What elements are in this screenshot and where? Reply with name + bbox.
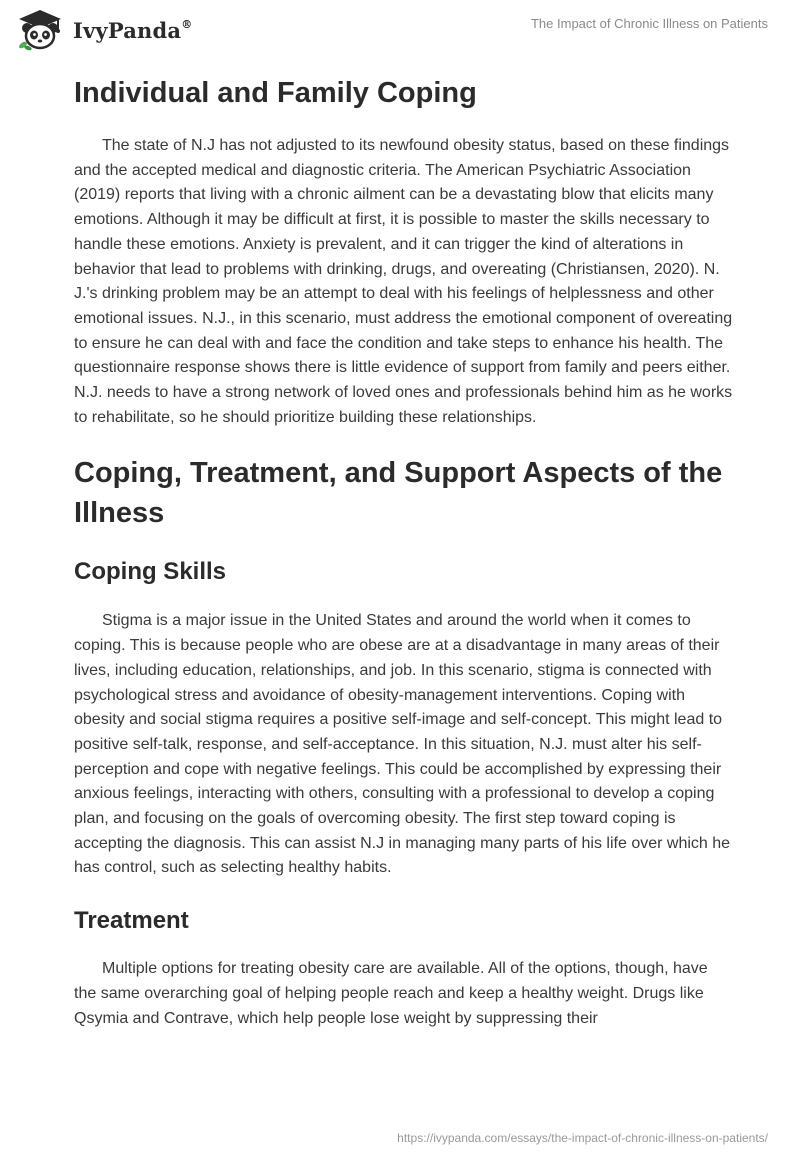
article-content: [74, 70, 734, 1031]
heading-coping-treatment-support: Coping, Treatment, and Support Aspects of the Illness: [74, 457, 723, 530]
paragraph-coping-skills: Stigma is a major issue in the United States and around the world when it comes to coping. This is because people who are obese are at a disadvantage in many areas of their lives, including education, relationships, and job. In this scenario, stigma is connected with psychological stress and avoidance of obesity-management interventions. Coping with obesity and social stigma requires a positive self-image and self-concept. This might lead to positive self-talk, response, and self-acceptance. In this situation, N.J. must alter his self-perception and cope with negative feelings. This could be accomplished by expressing their anxious feelings, interacting with others, consulting with a professional to develop a coping plan, and focusing on the goals of overcoming obesity. The first step toward coping is accepting the diagnosis. This can assist N.J in managing many parts of his life over which he has control, such as selecting healthy habits.: [74, 612, 731, 877]
heading-treatment: Treatment: [74, 907, 189, 935]
panda-graduation-cap-icon: [14, 8, 66, 52]
paragraph-individual-family-coping: The state of N.J has not adjusted to its newfound obesity status, based on these findings and the accepted medical and diagnostic criteria. The American Psychiatric Association (2019) reports that living with a chronic ailment can be a devastating blow that elicits many emotions. Although it may be difficult at first, it is possible to master the skills necessary to handle these emotions. Anxiety is prevalent, and it can trigger the kind of alterations in behavior that lead to problems with drinking, drugs, and overeating (Christiansen, 2020). N. J.'s drinking problem may be an attempt to deal with his feelings of helplessness and other emotional issues. N.J., in this scenario, must address the emotional component of overeating to ensure he can deal with and face the condition and take steps to enhance his health. The questionnaire response shows there is little evidence of support from family and peers either. N.J. needs to have a strong network of loved ones and professionals behind him as he works to rehabilitate, so he should prioritize building these relationships.: [74, 137, 733, 426]
heading-individual-family-coping: Individual and Family Coping: [74, 77, 477, 109]
heading-coping-skills: Coping Skills: [74, 558, 227, 586]
brand-name: IvyPanda®: [73, 17, 193, 43]
paragraph-treatment: Multiple options for treating obesity care are available. All of the options, though, have the same overarching goal of helping people reach and keep a healthy weight. Drugs like Qsymia and Contrave, which help people lose weight by suppressing their: [74, 960, 708, 1027]
ivypanda-logo[interactable]: [14, 8, 192, 52]
page-header: [0, 0, 800, 60]
source-url[interactable]: https://ivypanda.com/essays/the-impact-of-chronic-illness-on-patients/: [397, 1131, 768, 1145]
document-title: The Impact of Chronic Illness on Patients: [530, 16, 768, 31]
